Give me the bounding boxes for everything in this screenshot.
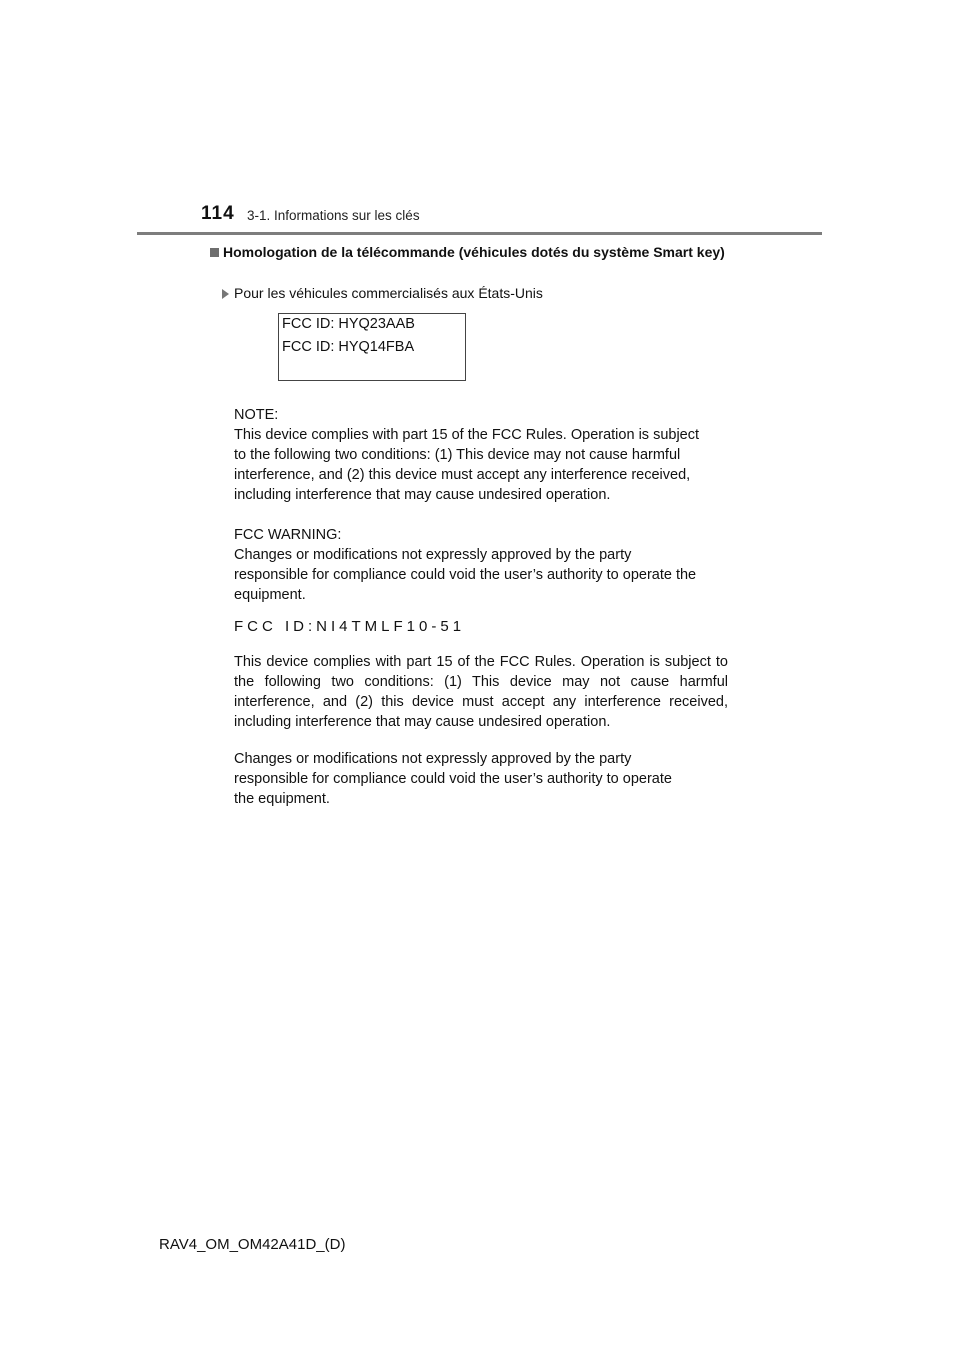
note-block [234, 405, 754, 505]
note-line: interference, and (2) this device must accept any interference received, [234, 467, 691, 483]
warning-line: responsible for compliance could void the user’s authority to operate the [234, 567, 697, 583]
changes-line: responsible for compliance could void the user’s authority to operate [234, 771, 672, 787]
section-heading-text: Homologation de la télécommande (véhicules dotés du système Smart key) [223, 244, 725, 260]
sub-heading [222, 284, 543, 302]
changes-block [234, 749, 754, 809]
changes-line: Changes or modifications not expressly approved by the party [234, 751, 632, 767]
fcc-id-line-1: FCC ID: HYQ23AAB [282, 316, 415, 332]
warning-block [234, 525, 754, 605]
note-title: NOTE: [234, 407, 279, 423]
sub-heading-text: Pour les véhicules commercialisés aux États-Unis [234, 285, 543, 301]
fcc-id-line-2: FCC ID: HYQ14FBA [282, 339, 415, 355]
fcc-id-second: FCC ID:NI4TMLF10-51 [234, 618, 466, 635]
note-line: This device complies with part 15 of the FCC Rules. Operation is subject [234, 427, 700, 443]
warning-title: FCC WARNING: [234, 527, 342, 543]
header-divider [137, 232, 822, 235]
section-heading [210, 243, 755, 262]
square-bullet-icon [210, 248, 219, 257]
compliance-text: This device complies with part 15 of the FCC Rules. Operation is subject to the following two conditions: (1) This device may not cause harmful interference, and (2) this device must accept any interference received, including interference that may cause undesired operation. [234, 654, 728, 730]
section-title: 3-1. Informations sur les clés [247, 208, 420, 223]
note-line: including interference that may cause undesired operation. [234, 487, 611, 503]
warning-line: Changes or modifications not expressly approved by the party [234, 547, 632, 563]
changes-line: the equipment. [234, 791, 330, 807]
compliance-paragraph [234, 652, 728, 732]
fcc-id-box [278, 313, 466, 381]
page-number: 114 [201, 203, 235, 224]
warning-line: equipment. [234, 587, 306, 603]
triangle-bullet-icon [222, 289, 229, 299]
note-line: to the following two conditions: (1) This device may not cause harmful [234, 447, 681, 463]
footer-doc-code: RAV4_OM_OM42A41D_(D) [159, 1236, 346, 1253]
